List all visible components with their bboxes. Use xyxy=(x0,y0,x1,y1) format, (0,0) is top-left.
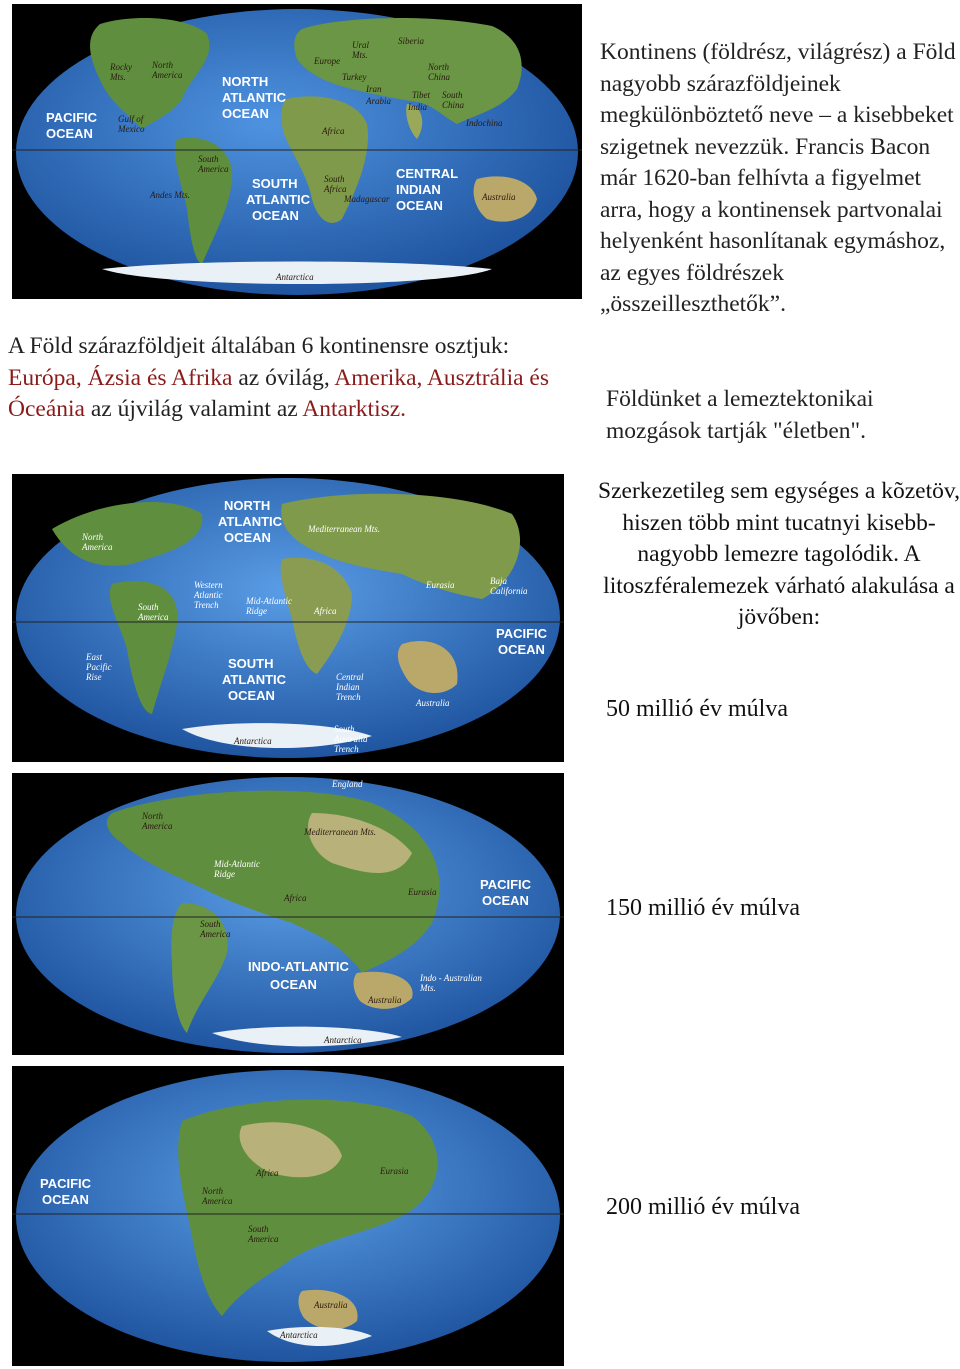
map-200-svg xyxy=(12,1066,564,1366)
label-central-indian-trench: Central Indian Trench xyxy=(336,672,364,702)
caption-200-million-years: 200 millió év múlva xyxy=(606,1194,800,1220)
label-south-atlantic-ocean: SOUTH ATLANTIC OCEAN xyxy=(222,656,287,703)
label-south-china: South China xyxy=(442,90,465,110)
map-present-svg xyxy=(12,4,582,299)
label-africa: Africa xyxy=(314,606,337,616)
label-africa: Africa xyxy=(284,893,307,903)
world-map-50-million-years xyxy=(12,474,564,762)
intro-paragraph xyxy=(8,331,588,426)
label-eurasia: Eurasia xyxy=(380,1166,409,1176)
label-north-america: North America xyxy=(202,1186,233,1206)
world-map-150-million-years xyxy=(12,773,564,1055)
intro-ujvilag: az újvilág valamint az xyxy=(84,396,303,422)
label-eurasia: Eurasia xyxy=(426,580,455,590)
intro-prefix: A Föld szárazföldjeit általában 6 kontinensre osztjuk: xyxy=(8,333,510,359)
label-ural-mts: Ural Mts. xyxy=(352,40,370,60)
label-pacific-ocean: PACIFIC OCEAN xyxy=(46,110,98,141)
label-indo-atlantic-ocean: INDO-ATLANTIC OCEAN xyxy=(248,959,349,992)
intro-ovilag: az óvilág, xyxy=(232,364,335,391)
label-australia: Australia xyxy=(368,995,402,1005)
intro-europa-azsia-afrika: Európa, Ázsia és Afrika xyxy=(8,364,233,391)
label-indochina: Indochina xyxy=(466,118,503,128)
label-africa: Africa xyxy=(256,1168,279,1178)
label-siberia: Siberia xyxy=(398,36,424,46)
label-arabia: Arabia xyxy=(366,96,392,106)
world-map-present xyxy=(12,4,582,299)
label-australia: Australia xyxy=(482,192,516,202)
label-iran: Iran xyxy=(366,84,382,94)
label-south-america: South America xyxy=(138,602,169,622)
caption-150-million-years: 150 millió év múlva xyxy=(606,895,800,921)
label-pacific-ocean: PACIFIC OCEAN xyxy=(40,1176,92,1207)
label-north-america: North America xyxy=(152,60,183,80)
label-tibet: Tibet xyxy=(412,90,431,100)
world-map-200-million-years xyxy=(12,1066,564,1366)
intro-antarktisz: Antarktisz. xyxy=(302,396,407,422)
label-madagascar: Madagascar xyxy=(344,194,390,204)
label-pacific-ocean: PACIFIC OCEAN xyxy=(480,877,532,908)
label-rocky-mts: Rocky Mts. xyxy=(110,62,132,82)
label-india: India xyxy=(408,102,427,112)
paragraph-lemeztektonika: Földünket a lemeztektonikai mozgások tartják "életben". xyxy=(606,386,874,444)
label-north-china: North China xyxy=(428,62,451,82)
label-north-atlantic-ocean: NORTH ATLANTIC OCEAN xyxy=(218,498,283,545)
label-pacific-ocean: PACIFIC OCEAN xyxy=(496,626,548,657)
label-andes-mts: Andes Mts. xyxy=(150,190,190,200)
label-gulf-of-mexico: Gulf of Mexico xyxy=(118,114,145,134)
label-north-america: North America xyxy=(142,811,173,831)
label-south-america: South America xyxy=(248,1224,279,1244)
label-turkey: Turkey xyxy=(342,72,367,82)
label-north-america: North America xyxy=(82,532,113,552)
label-australia: Australia xyxy=(314,1300,348,1310)
label-western-atlantic-trench: Western Atlantic Trench xyxy=(194,580,223,610)
label-south-australia-trench: South Australia Trench xyxy=(334,724,368,754)
label-mid-atlantic-ridge: Mid-Atlantic Ridge xyxy=(214,859,260,879)
label-eurasia: Eurasia xyxy=(408,887,437,897)
label-south-africa: South Africa xyxy=(324,174,347,194)
label-antarctica: Antarctica xyxy=(276,272,314,282)
label-australia: Australia xyxy=(416,698,450,708)
caption-50-million-years: 50 millió év múlva xyxy=(606,696,788,722)
label-mediterranean-mts: Mediterranean Mts. xyxy=(304,827,376,837)
label-south-america: South America xyxy=(200,919,231,939)
label-east-pacific-rise: East Pacific Rise xyxy=(86,652,112,682)
label-south-atlantic-ocean: SOUTH ATLANTIC OCEAN xyxy=(246,176,311,223)
intro-amerika-ausztralia-oceania: Amerika, Ausztrália és Óceánia xyxy=(8,364,549,422)
label-europe: Europe xyxy=(314,56,341,66)
label-england: England xyxy=(332,779,363,789)
label-mediterranean-mts: Mediterranean Mts. xyxy=(308,524,380,534)
label-antarctica: Antarctica xyxy=(280,1330,318,1340)
label-antarctica: Antarctica xyxy=(324,1035,362,1045)
map-50-svg xyxy=(12,474,564,762)
paragraph-szerkezet: Szerkezetileg sem egységes a kõzetöv, hiszen több mint tucatnyi kisebb-nagyobb lemezre tagolódik. A litoszféralemezek várható alakulása a jövőben: xyxy=(598,478,960,630)
paragraph-kontinens: Kontinens (földrész, világrész) a Föld nagyobb szárazföldjeinek megkülönböztető neve – a kisebbeket szigetnek nevezzük. Francis Bacon már 1620-ban felhívta a figyelmet arra, hogy a kontinensek partvonalai helyenként hasonlítanak egymáshoz, az egyes földrészek „összeilleszthetők”. xyxy=(600,39,956,317)
label-antarctica: Antarctica xyxy=(234,736,272,746)
label-north-atlantic-ocean: NORTH ATLANTIC OCEAN xyxy=(222,74,287,121)
label-central-indian-ocean: CENTRAL INDIAN OCEAN xyxy=(396,166,459,213)
label-africa: Africa xyxy=(322,126,345,136)
label-mid-atlantic-ridge: Mid-Atlantic Ridge xyxy=(246,596,292,616)
label-south-america: South America xyxy=(198,154,229,174)
map-150-svg xyxy=(12,773,564,1055)
label-baja-california: Baja California xyxy=(490,576,528,596)
label-indo-australian-mts: Indo - Australian Mts. xyxy=(420,973,482,993)
